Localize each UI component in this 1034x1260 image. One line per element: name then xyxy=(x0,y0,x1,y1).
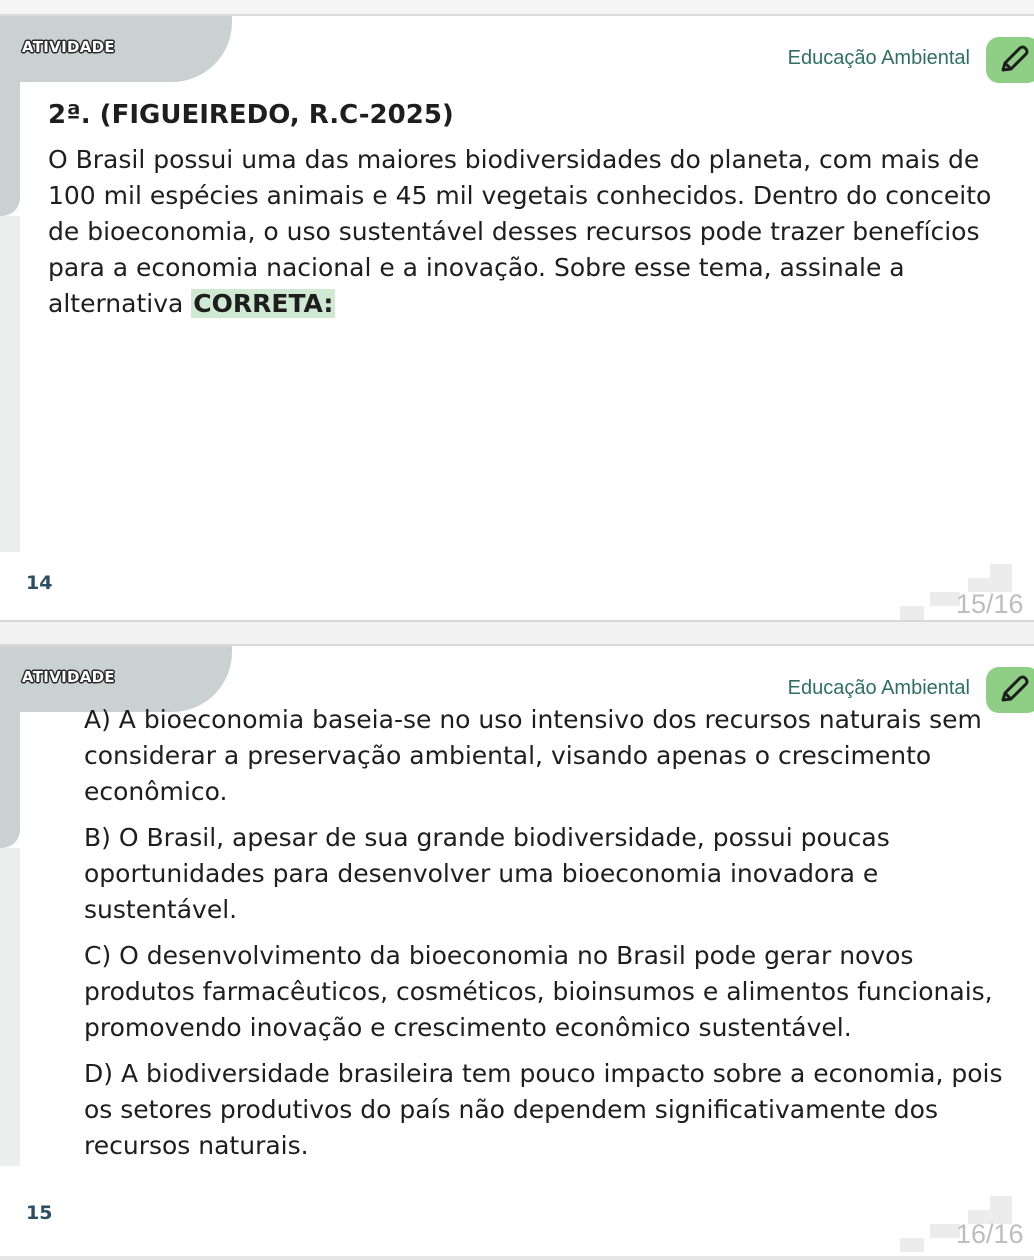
question-text xyxy=(48,142,1008,322)
viewer-bottom-strip xyxy=(0,1256,1034,1260)
page-number: 15 xyxy=(26,1202,53,1224)
option-c: C) O desenvolvimento da bioeconomia no Brasil pode gerar novos produtos farmacêuticos, cosméticos, bioinsumos e alimentos funcionais, promovendo inovação e crescimento econômico sustentável. xyxy=(84,941,993,1042)
decorative-side-bar-light xyxy=(0,848,20,1166)
slide-counter: 16/16 xyxy=(956,1219,1024,1249)
question-statement: O Brasil possui uma das maiores biodiversidades do planeta, com mais de 100 mil espécies animais e 45 mil vegetais conhecidos. Dentro do conceito de bioeconomia, o uso sustentável desses recursos pode trazer benefícios para a economia nacional e a inovação. Sobre esse tema, assinale a alternativa xyxy=(48,145,992,318)
slide-15 xyxy=(0,16,1034,620)
decorative-side-bar-light xyxy=(0,216,20,552)
edit-button[interactable] xyxy=(986,37,1034,83)
subject-label: Educação Ambiental xyxy=(787,47,970,69)
option-a: A) A bioeconomia baseia-se no uso intensivo dos recursos naturais sem considerar a preservação ambiental, visando apenas o crescimento econômico. xyxy=(84,705,982,806)
page-number: 14 xyxy=(26,572,53,594)
activity-badge: ATIVIDADE xyxy=(22,38,115,56)
slide-separator xyxy=(0,620,1034,646)
subject-label: Educação Ambiental xyxy=(787,677,970,699)
question-title: 2ª. (FIGUEIREDO, R.C-2025) xyxy=(48,100,454,130)
slide-counter: 15/16 xyxy=(956,589,1024,619)
answer-options xyxy=(84,702,1028,1174)
pencil-icon xyxy=(995,43,1031,77)
correct-instruction-highlight: CORRETA: xyxy=(193,289,334,318)
activity-badge: ATIVIDADE xyxy=(22,668,115,686)
option-b: B) O Brasil, apesar de sua grande biodiversidade, possui poucas oportunidades para desenvolver uma bioeconomia inovadora e sustentável. xyxy=(84,823,890,924)
slide-16 xyxy=(0,646,1034,1256)
option-d: D) A biodiversidade brasileira tem pouco impacto sobre a economia, pois os setores produtivos do país não dependem significativamente dos recursos naturais. xyxy=(84,1059,1003,1160)
viewer-top-strip xyxy=(0,0,1034,16)
